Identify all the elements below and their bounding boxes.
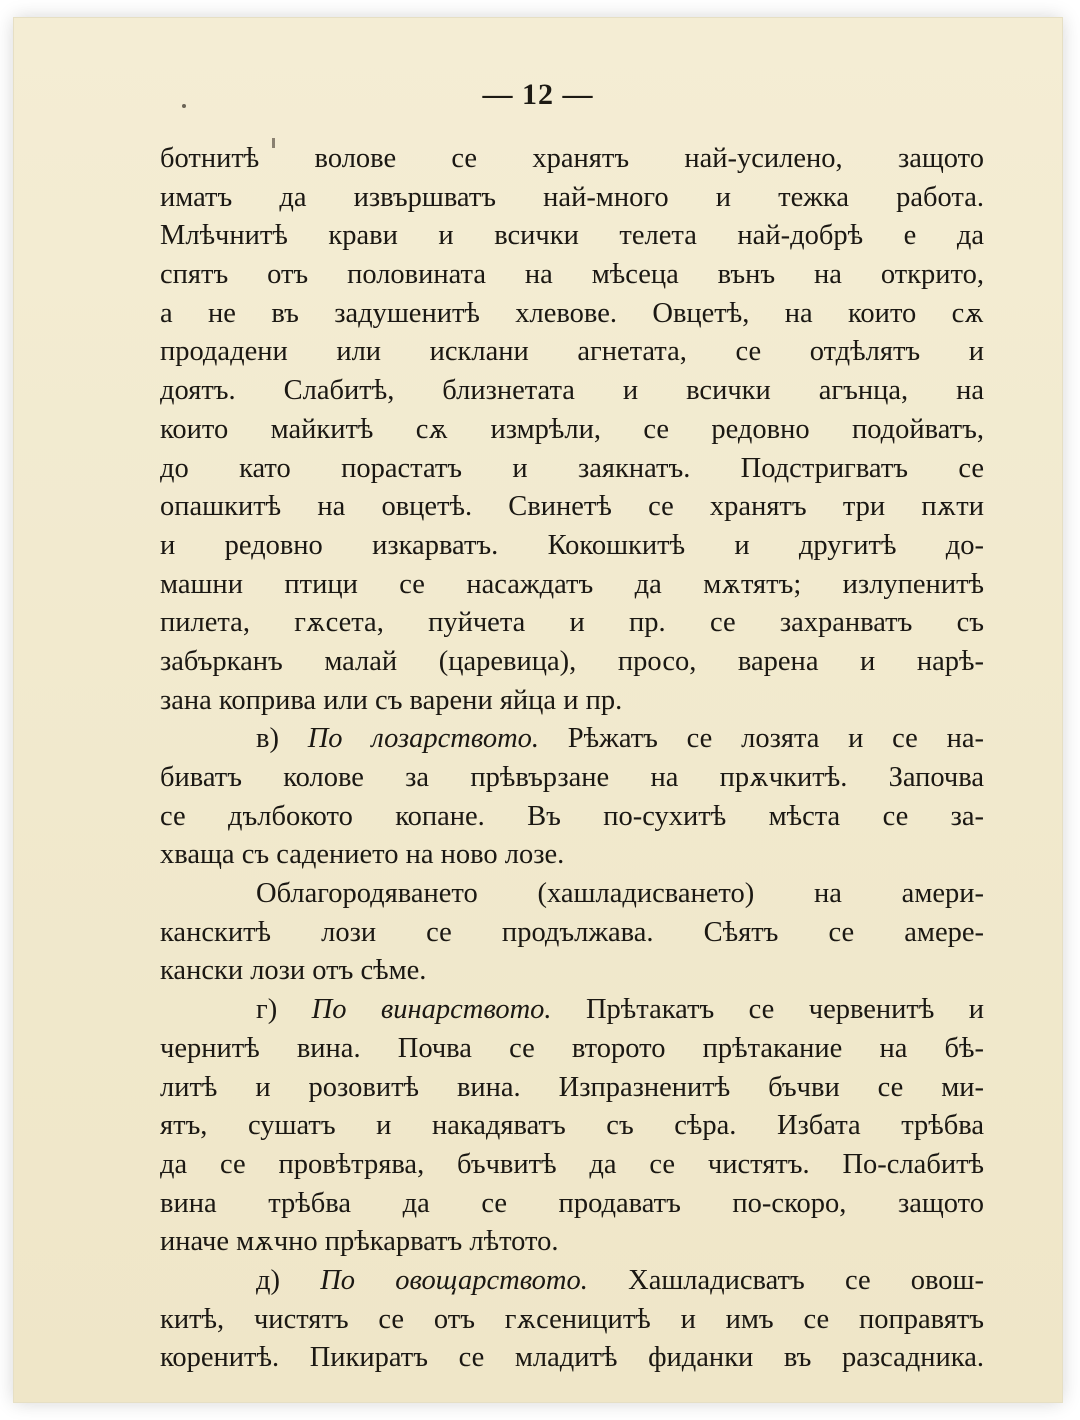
line-text: Прѣтакатъ се червенитѣ и	[551, 994, 985, 1026]
text-line	[160, 914, 984, 953]
page-number: — 12 —	[482, 78, 594, 111]
section-marker: г)	[256, 994, 312, 1026]
line-text: и редовно изкарватъ. Кокошкитѣ и другитѣ до-	[160, 529, 984, 561]
text-line	[160, 140, 984, 179]
line-text: биватъ колове за прѣвързане на прѫчкитѣ. Започва	[160, 762, 984, 793]
line-text: които майкитѣ сѫ измрѣли, се редовно подойватъ,	[160, 413, 984, 445]
line-text: спятъ отъ половината на мѣсеца вънъ на открито,	[160, 259, 984, 291]
section-heading: По лозарството.	[307, 723, 540, 755]
text-line	[160, 643, 984, 682]
section-heading: По винарството.	[311, 994, 552, 1026]
line-text: Хашладисватъ се овош-	[587, 1264, 984, 1296]
text-line	[160, 488, 984, 527]
section-marker: в)	[256, 723, 308, 755]
text-line	[160, 991, 984, 1030]
page-body-text	[160, 140, 984, 1378]
line-text: чернитѣ вина. Почва се второто прѣтакание на бѣ-	[160, 1032, 984, 1064]
line-text: хваща съ садението на ново лозе.	[160, 839, 565, 871]
text-line	[160, 1223, 984, 1262]
text-line	[160, 333, 984, 372]
line-text: ботнитѣ волове се хранятъ най-усилено, защото	[160, 143, 984, 174]
line-text: доятъ. Слабитѣ, близнетата и всички агънца, на	[160, 375, 984, 407]
text-line	[160, 1146, 984, 1185]
text-line	[160, 1262, 984, 1301]
text-line	[160, 295, 984, 334]
line-text: се дълбокото копане. Въ по-сухитѣ мѣста се за-	[160, 800, 984, 832]
line-text: иматъ да извършватъ най-много и тежка работа.	[160, 181, 984, 213]
text-line	[160, 411, 984, 450]
scanned-page-frame	[14, 18, 1062, 1402]
line-text: литѣ и розовитѣ вина. Изпразненитѣ бъчви се ми-	[160, 1071, 984, 1103]
text-line	[160, 604, 984, 643]
line-text: Облагородяването (хашладисването) на амери-	[256, 878, 984, 910]
text-line	[160, 1185, 984, 1224]
text-line	[160, 798, 984, 837]
text-line	[160, 1301, 984, 1340]
book-page	[14, 18, 1062, 1402]
line-text: продадени или исклани агнетата, се отдѣлятъ и	[160, 336, 984, 368]
line-text: пилета, гѫсета, пуйчета и пр. се захранватъ съ	[160, 607, 984, 639]
text-line	[160, 179, 984, 218]
text-line	[160, 759, 984, 798]
text-line	[160, 372, 984, 411]
section-marker: д)	[256, 1264, 321, 1296]
line-text: машни птици се насаждатъ да мѫтятъ; излупенитѣ	[160, 568, 984, 600]
line-text: до като порастатъ и заякнатъ. Подстригватъ се	[160, 452, 984, 484]
text-line	[160, 1030, 984, 1069]
line-text: а не въ задушенитѣ хлевове. Овцетѣ, на които сѫ	[160, 297, 984, 329]
line-text: иначе мѫчно прѣкарватъ лѣтото.	[160, 1226, 559, 1258]
line-text: Млѣчнитѣ крави и всички телета най-добрѣ е да	[160, 220, 984, 252]
line-text: зана коприва или съ варени яйца и пр.	[160, 684, 623, 716]
line-text: Рѣжатъ се лозята и се на-	[539, 723, 984, 755]
line-text: ятъ, сушатъ и накадяватъ съ сѣра. Избата трѣбва	[160, 1110, 984, 1142]
line-text: канскитѣ лози се продължава. Сѣятъ се амере-	[160, 916, 984, 948]
text-line	[160, 720, 984, 759]
text-line	[160, 217, 984, 256]
line-text: кански лози отъ сѣме.	[160, 955, 427, 987]
line-text: вина трѣбва да се продаватъ по-скоро, защото	[160, 1187, 984, 1219]
text-line	[160, 682, 984, 721]
line-text: коренитѣ. Пикиратъ се младитѣ фиданки въ разсадника.	[160, 1342, 984, 1374]
text-line	[160, 256, 984, 295]
line-text: забърканъ малай (царевица), просо, варена и нарѣ-	[160, 645, 984, 677]
section-heading: По овощарството.	[320, 1264, 588, 1296]
text-line	[160, 1069, 984, 1108]
text-line	[160, 875, 984, 914]
text-line	[160, 1339, 984, 1378]
line-text: опашкитѣ на овцетѣ. Свинетѣ се хранятъ три пѫти	[160, 491, 984, 523]
line-text: да се провѣтрява, бъчвитѣ да се чистятъ. По-слабитѣ	[160, 1148, 984, 1180]
text-line	[160, 450, 984, 489]
line-text: китѣ, чистятъ се отъ гѫсеницитѣ и имъ се поправятъ	[160, 1303, 984, 1335]
text-line	[160, 836, 984, 875]
text-line	[160, 527, 984, 566]
text-line	[160, 1107, 984, 1146]
text-line	[160, 952, 984, 991]
text-line	[160, 566, 984, 605]
